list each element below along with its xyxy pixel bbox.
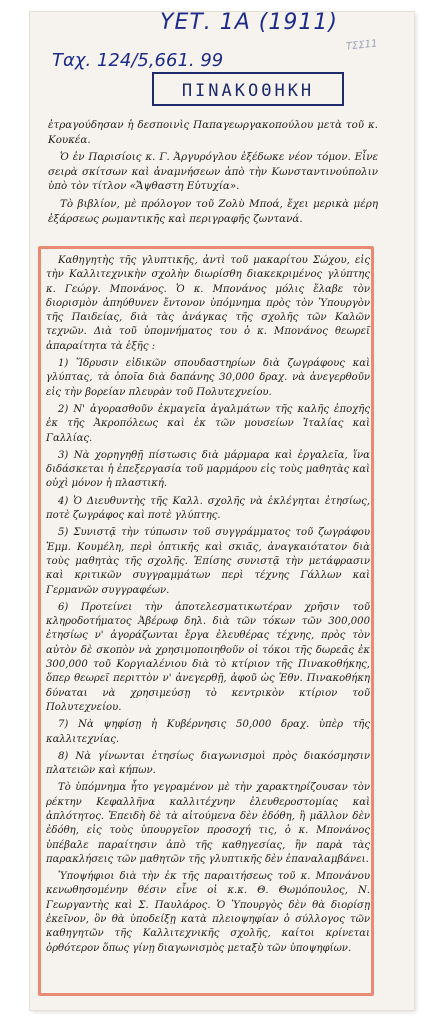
paragraph: 5) Συνιστᾷ τὴν τύπωσιν τοῦ συγγράμματος τοῦ ζωγράφου Ἐμμ. Κουμέλη, περὶ ὀπτικῆς καὶ σκιᾶς, ἀναγκαιότατον διὰ τοὺς μαθητὰς τῆς σχολῆς. Ἐπίσης συνιστᾷ τὴν μετάφρασιν καὶ κριτικῶν συγγραμμάτων περὶ τέχνης Γάλλων καὶ Γερμανῶν συγγραφέων. <box>46 527 370 596</box>
boxed-article <box>46 254 370 959</box>
paragraph: Καθηγητὴς τῆς γλυπτικῆς, ἀντὶ τοῦ μακαρίτου Σώχου, εἰς τὴν Καλλιτεχνικὴν σχολὴν διωρίσθη διακεκριμένος γλύπτης κ. Γεώργ. Μπονάνος. Ὁ κ. Μπονάνος μόλις ἔλαβε τὸν διορισμὸν ἀπηύθυνεν ἔντονον ὑπόμνημα πρὸς τὸν Ὑπουργὸν τῆς Παιδείας, διὰ τὰς ἀνάγκας τῆς σχολῆς τῶν Καλῶν τεχνῶν. Διὰ τοῦ ὑπομνήματος του ὁ κ. Μπονάνος θεωρεῖ ἀπαραίτητα τὰ ἑξῆς : <box>46 255 370 352</box>
paragraph: Ὑποψήφιοι διὰ τὴν ἐκ τῆς παραιτήσεως τοῦ κ. Μπονάνου κενωθησομένην θέσιν εἶνε οἱ κ.κ. Θ. Θωμόπουλος, Ν. Γεωργαντὴς καὶ Σ. Παυλάρος. Ὁ Ὑπουργὸς δὲν θὰ διορίσῃ ἐκεῖνον, ὃν θὰ ὑποδείξῃ κατὰ πλειοψηφίαν ὁ σύλλογος τῶν καθηγητῶν τῆς Καλλιτεχνικῆς σχολῆς, καίτοι κρίνεται ὀρθότερον ὅπως γίνῃ διαγωνισμὸς μεταξὺ τῶν ὑποψηφίων. <box>46 871 370 954</box>
intro-text <box>48 118 378 229</box>
paragraph: Τὸ βιβλίον, μὲ πρόλογον τοῦ Ζολὺ Μποά, ἔχει μερικὰ μέρη ἐξάρσεως ρωμαντικῆς καὶ περιγραφῆς ζωντανά. <box>48 197 378 225</box>
paragraph: 3) Νὰ χορηγηθῇ πίστωσις διὰ μάρμαρα καὶ ἐργαλεῖα, ἵνα διδάσκεται ἡ ἐπεξεργασία τοῦ μαρμάρου εἰς τοὺς μαθητὰς καὶ οὐχὶ μόνον ἡ πλαστική. <box>46 449 370 490</box>
paragraph: 4) Ὁ Διευθυντὴς τῆς Καλλ. σχολῆς νὰ ἐκλέγηται ἐτησίως, ποτὲ ζωγράφος καὶ ποτὲ γλύπτης. <box>46 495 370 522</box>
handwritten-corner-note: ΤΣΣ11 <box>345 38 378 53</box>
paragraph: Ὁ ἐν Παρισίοις κ. Γ. Ἀργυρόγλου ἐξέδωκε νέον τόμον. Εἶνε σειρὰ σκίτσων καὶ ἀναμνήσεων ἀπὸ τὴν Κωνσταντινούπολιν ὑπὸ τὸν τίτλον «Ἄψθαστη Εὐτυχία». <box>48 151 378 193</box>
handwritten-archive-code: ΥΕΤ. 1Α (1911) <box>160 10 338 35</box>
paragraph: 7) Νὰ ψηφίσῃ ἡ Κυβέρνησις 50,000 δραχ. ὑπὲρ τῆς καλλιτεχνίας. <box>46 719 370 745</box>
paragraph: 6) Προτείνει τὴν ἀποτελεσματικωτέραν χρῆσιν τοῦ κληροδοτήματος Ἀβέρωφ δηλ. διὰ τῶν τόκων τῶν 300,000 ἐτησίως ν' ἀγοράζωνται ἔργα ἐλευθέρας τέχνης, πρὸς τὸν αὐτὸν δὲ σκοπὸν νὰ χρησιμοποιηθοῦν οἱ τόκοι τῆς δωρεᾶς ἐκ 300,000 τοῦ Κοργιαλένιου διὰ τὸ κτίριον τῆς Πινακοθήκης, ὅπερ θεωρεῖ περιττὸν ν' ἀνεγερθῇ, ἀφοῦ ὡς Ἐθν. Πινακοθήκη δύναται νὰ χρησιμεύσῃ τὸ κεντρικὸν κτίριον τοῦ Πολυτεχνείου. <box>46 601 370 713</box>
paragraph: ἐτραγούδησαν ἡ δεσποινὶς Παπαγεωργακοπούλου μετὰ τοῦ κ. Κουκέα. <box>48 119 378 146</box>
paragraph: 8) Νὰ γίνωνται ἐτησίως διαγωνισμοὶ πρὸς διακόσμησιν πλατειῶν καὶ κήπων. <box>46 750 370 777</box>
paragraph: 1) Ἵδρυσιν εἰδικῶν σπουδαστηρίων διὰ ζωγράφους καὶ γλύπτας, τὰ ὁποῖα διὰ δαπάνης 30,000 δραχ. νὰ ἀνεγερθοῦν εἰς τὴν βορείαν πλευρὰν τοῦ Πολυτεχνείου. <box>46 358 370 398</box>
paragraph: Τὸ ὑπόμνημα ἦτο γεγραμένον μὲ τὴν χαρακτηρίζουσαν τὸν ρέκτην Κεφαλλῆνα καλλιτέχνην ἐλευθεροστομίας καὶ ἀπλότητος. Ἐπειδὴ δὲ τὰ αἰτούμενα δὲν ἐδόθη, ἢ μᾶλλον δὲν ἐδόθη, εἰς τοὺς ὑπουργεῖον προσοχή τις, ὁ κ. Μπονάνος ὑπέβαλε παραίτησιν ἀπὸ τῆς καθηγεσίας, ἣν παρὰ τὰς παρακλήσεις τῶν μαθητῶν τῆς γλυπτικῆς δὲν ἐπαναλαμβάνει. <box>46 782 370 865</box>
paragraph: 2) Ν' ἀγορασθοῦν ἐκμαγεῖα ἀγαλμάτων τῆς καλῆς ἐποχῆς ἐκ τῆς Ἀκροπόλεως καὶ ἐκ τῶν μουσείων Ἰταλίας καὶ Γαλλίας. <box>46 403 370 444</box>
handwritten-reference: Ταχ. 124/5,661. 99 <box>52 50 224 71</box>
subject-stamp: ΠΙΝΑΚΟΘΗΚΗ <box>152 72 344 106</box>
